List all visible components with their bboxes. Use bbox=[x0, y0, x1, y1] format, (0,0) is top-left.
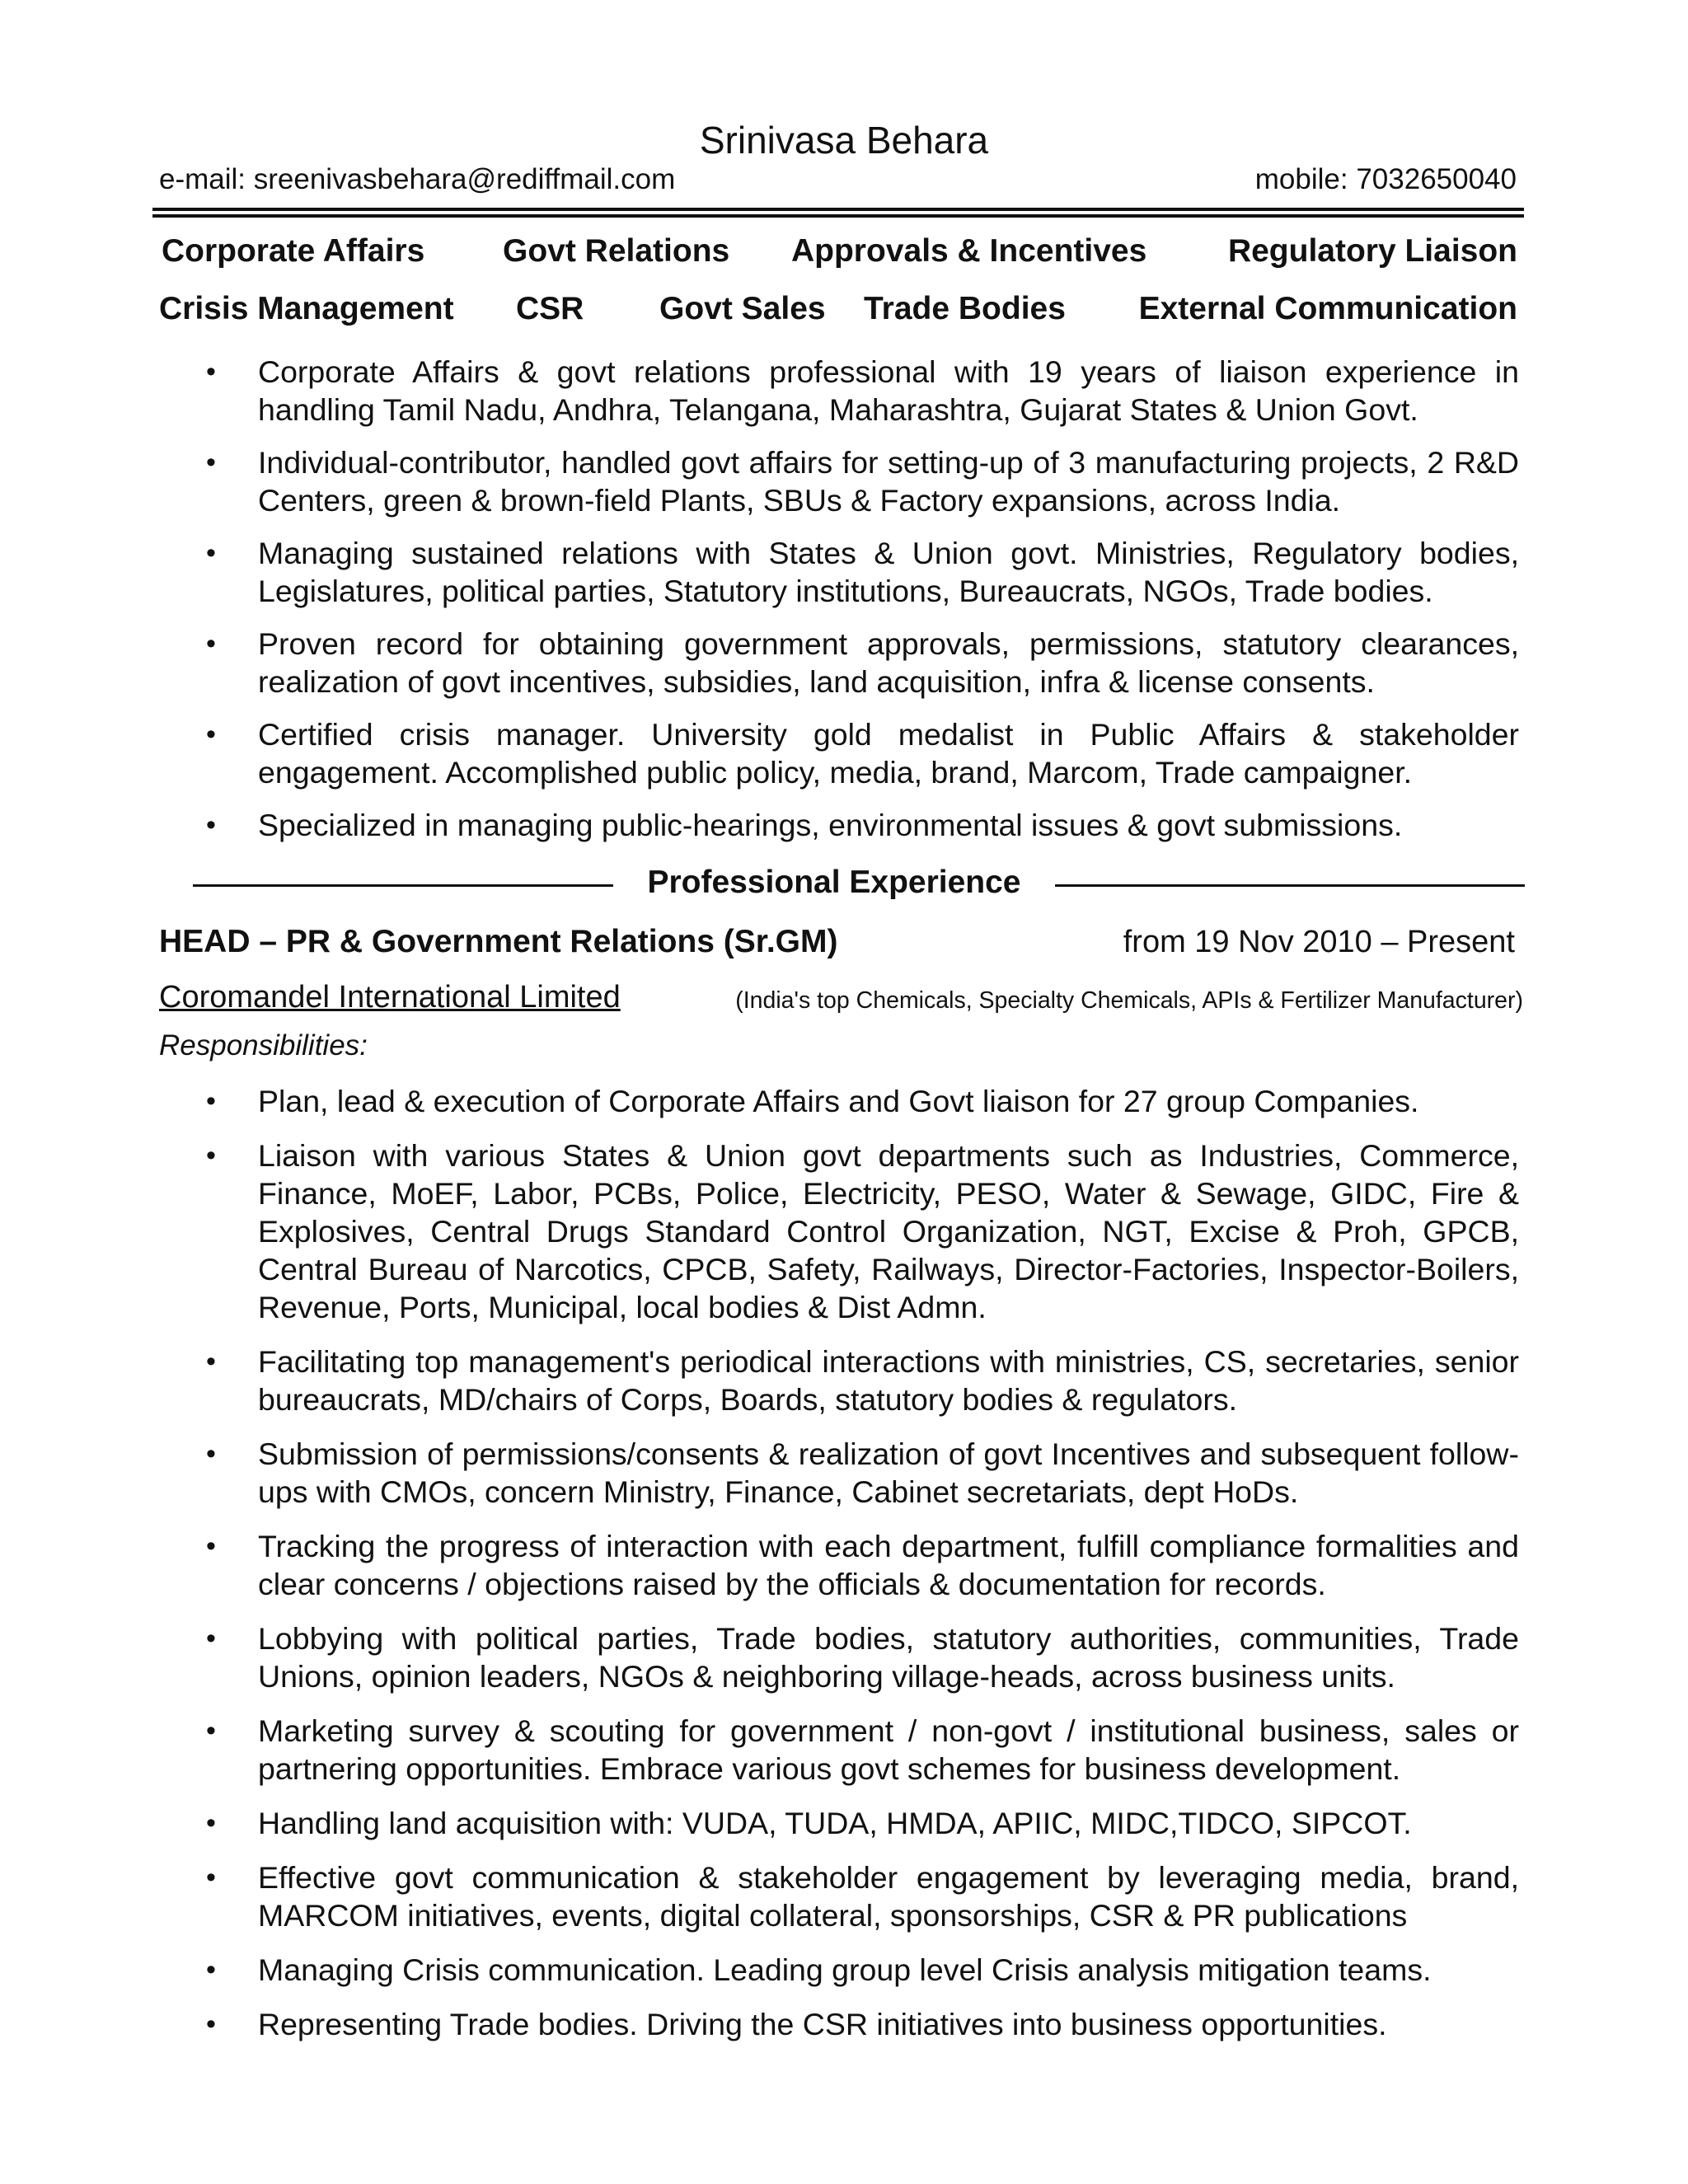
keyword-csr: CSR bbox=[516, 291, 584, 326]
responsibility-item: • Lobbying with political parties, Trade bodies, statutory authorities, communities, Trade Unions, opinion leaders, NGOs & neighboring village-heads, across business units. bbox=[0, 1619, 1519, 1695]
responsibility-item: • Submission of permissions/consents & realization of govt Incentives and subsequent follow-ups with CMOs, concern Ministry, Finance, Cabinet secretariats, dept HoDs. bbox=[0, 1435, 1519, 1511]
responsibilities-list bbox=[0, 1082, 1519, 2060]
summary-item: • Proven record for obtaining government approvals, permissions, statutory clearances, realization of govt incentives, subsidies, land acquisition, infra & license consents. bbox=[0, 625, 1519, 701]
company-name: Coromandel International Limited bbox=[159, 980, 621, 1015]
responsibility-item: • Tracking the progress of interaction with each department, fulfill compliance formalities and clear concerns / objections raised by the officials & documentation for records. bbox=[0, 1527, 1519, 1603]
keyword-corporate-affairs: Corporate Affairs bbox=[162, 233, 425, 269]
company-description: (India's top Chemicals, Specialty Chemicals, APIs & Fertilizer Manufacturer) bbox=[735, 987, 1523, 1014]
section-heading-experience bbox=[0, 862, 1688, 903]
candidate-name: Srinivasa Behara bbox=[699, 119, 989, 162]
responsibility-item: • Plan, lead & execution of Corporate Affairs and Govt liaison for 27 group Companies. bbox=[0, 1082, 1519, 1120]
summary-item: • Individual-contributor, handled govt affairs for setting-up of 3 manufacturing projects, 2 R&D Centers, green & brown-field Plants, SBUs & Factory expansions, across India. bbox=[0, 443, 1519, 519]
summary-item: • Managing sustained relations with States & Union govt. Ministries, Regulatory bodies, Legislatures, political parties, Statutory institutions, Bureaucrats, NGOs, Trade bodies. bbox=[0, 534, 1519, 610]
job-dates: from 19 Nov 2010 – Present bbox=[1123, 925, 1515, 959]
keyword-trade-bodies: Trade Bodies bbox=[864, 291, 1066, 326]
job-title: HEAD – PR & Government Relations (Sr.GM) bbox=[159, 924, 838, 959]
responsibility-item: • Handling land acquisition with: VUDA, TUDA, HMDA, APIIC, MIDC,TIDCO, SIPCOT. bbox=[0, 1804, 1519, 1842]
header-divider-top bbox=[152, 208, 1524, 211]
summary-item: • Corporate Affairs & govt relations professional with 19 years of liaison experience in handling Tamil Nadu, Andhra, Telangana, Maharashtra, Gujarat States & Union Govt. bbox=[0, 353, 1519, 429]
email-text: e-mail: sreenivasbehara@rediffmail.com bbox=[159, 163, 676, 195]
responsibility-item: • Liaison with various States & Union govt departments such as Industries, Commerce, Finance, MoEF, Labor, PCBs, Police, Electricity, PESO, Water & Sewage, GIDC, Fire & Explosives, Central Drugs Standard Control Organization, NGT, Excise & Proh, GPCB, Central Bureau of Narcotics, CPCB, Safety, Railways, Director-Factories, Inspector-Boilers, Revenue, Ports, Municipal, local bodies & Dist Admn. bbox=[0, 1137, 1519, 1326]
mobile-text: mobile: 7032650040 bbox=[1254, 163, 1517, 195]
summary-item: • Specialized in managing public-hearings, environmental issues & govt submissions. bbox=[0, 806, 1519, 844]
keyword-regulatory-liaison: Regulatory Liaison bbox=[1227, 233, 1517, 269]
keyword-govt-relations: Govt Relations bbox=[503, 233, 730, 269]
summary-item: • Certified crisis manager. University gold medalist in Public Affairs & stakeholder engagement. Accomplished public policy, media, brand, Marcom, Trade campaigner. bbox=[0, 715, 1519, 791]
section-title: Professional Experience bbox=[647, 865, 1021, 900]
section-rule-left bbox=[193, 884, 613, 887]
keyword-crisis-management: Crisis Management bbox=[159, 291, 454, 326]
keyword-approvals-incentives: Approvals & Incentives bbox=[791, 233, 1147, 269]
responsibility-item: • Facilitating top management's periodical interactions with ministries, CS, secretaries, senior bureaucrats, MD/chairs of Corps, Boards, statutory bodies & regulators. bbox=[0, 1343, 1519, 1418]
responsibility-item: • Marketing survey & scouting for government / non-govt / institutional business, sales or partnering opportunities. Embrace various govt schemes for business development. bbox=[0, 1712, 1519, 1788]
responsibility-item: • Effective govt communication & stakeholder engagement by leveraging media, brand, MARCOM initiatives, events, digital collateral, sponsorships, CSR & PR publications bbox=[0, 1858, 1519, 1934]
responsibility-item: • Representing Trade bodies. Driving the CSR initiatives into business opportunities. bbox=[0, 2005, 1519, 2043]
contact-line bbox=[159, 162, 1517, 198]
keyword-govt-sales: Govt Sales bbox=[659, 291, 826, 326]
responsibility-item: • Managing Crisis communication. Leading group level Crisis analysis mitigation teams. bbox=[0, 1951, 1519, 1989]
summary-list bbox=[0, 353, 1519, 859]
section-rule-right bbox=[1055, 884, 1525, 887]
header-divider-bottom bbox=[152, 214, 1524, 218]
keyword-external-communication: External Communication bbox=[1138, 291, 1517, 326]
responsibilities-label: Responsibilities: bbox=[159, 1029, 368, 1062]
